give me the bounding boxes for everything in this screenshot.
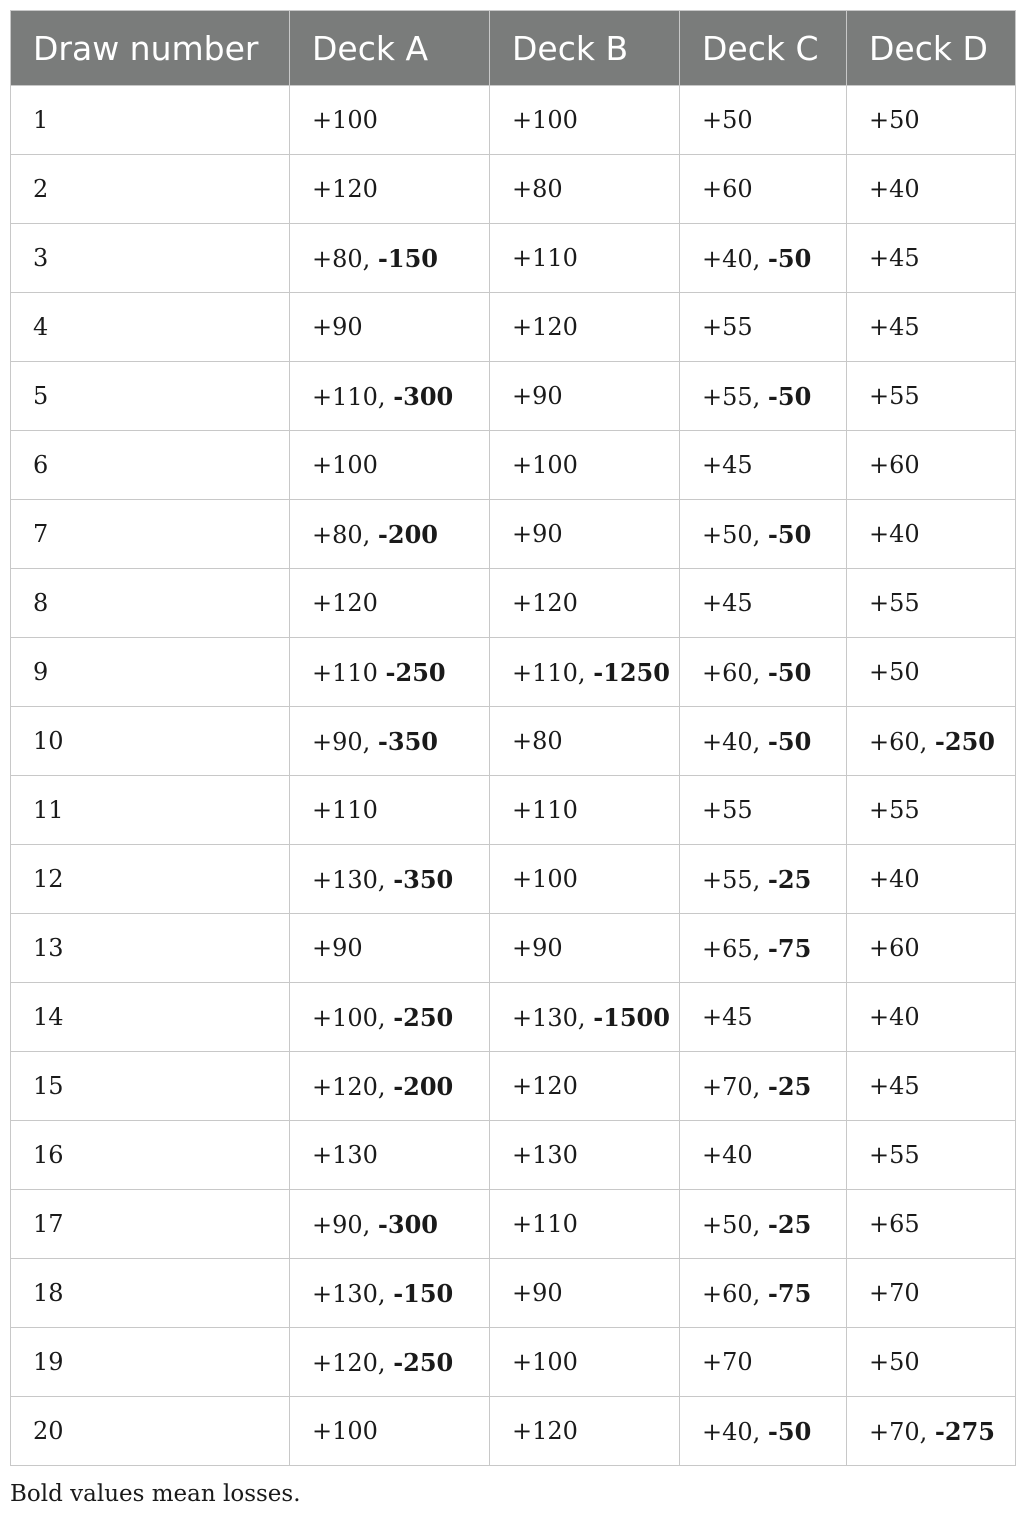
gain-value: +90	[512, 934, 563, 962]
loss-value: -50	[767, 726, 812, 756]
table-body	[11, 86, 1016, 1466]
table-row	[11, 500, 1016, 569]
gain-value: +40	[869, 865, 920, 893]
table-row	[11, 1190, 1016, 1259]
draw-number-cell: 2	[11, 155, 290, 224]
table-row	[11, 86, 1016, 155]
gain-value: +100	[512, 451, 578, 479]
gain-value: +40	[869, 1003, 920, 1031]
deck-b-cell	[490, 86, 680, 155]
gain-value: +130	[512, 1141, 578, 1169]
gain-value: +120	[512, 313, 578, 341]
table-row	[11, 638, 1016, 707]
gain-value: +120,	[312, 1072, 394, 1101]
gain-value: +55	[869, 1141, 920, 1169]
table-row	[11, 1259, 1016, 1328]
gain-value: +120	[512, 589, 578, 617]
loss-value: -25	[767, 1209, 812, 1239]
gain-value: +65	[869, 1210, 920, 1238]
deck-d-cell	[847, 1190, 1016, 1259]
deck-c-cell	[680, 1190, 847, 1259]
deck-c-cell	[680, 1259, 847, 1328]
draw-number-cell: 12	[11, 845, 290, 914]
gain-value: +80	[512, 727, 563, 755]
deck-b-cell	[490, 293, 680, 362]
table-row	[11, 845, 1016, 914]
gain-value: +70,	[702, 1072, 768, 1101]
loss-value: -250	[393, 1002, 454, 1032]
deck-c-cell	[680, 983, 847, 1052]
loss-value: -300	[377, 1209, 438, 1239]
deck-c-cell	[680, 1397, 847, 1466]
loss-value: -150	[393, 1278, 454, 1308]
deck-a-cell	[290, 362, 490, 431]
gain-value: +60	[869, 451, 920, 479]
gain-value: +100	[512, 1348, 578, 1376]
gain-value: +40	[869, 175, 920, 203]
table-header-row	[11, 11, 1016, 86]
gain-value: +60,	[702, 658, 768, 687]
deck-c-cell	[680, 500, 847, 569]
deck-c-cell	[680, 224, 847, 293]
deck-d-cell	[847, 1121, 1016, 1190]
deck-d-cell	[847, 362, 1016, 431]
gain-value: +55,	[702, 865, 768, 894]
deck-d-cell	[847, 500, 1016, 569]
gain-value: +100	[512, 865, 578, 893]
table-row	[11, 431, 1016, 500]
deck-a-cell	[290, 1190, 490, 1259]
deck-b-cell	[490, 1328, 680, 1397]
table-row	[11, 1328, 1016, 1397]
draw-number-cell: 18	[11, 1259, 290, 1328]
gain-value: +100	[312, 1417, 378, 1445]
table-row	[11, 1397, 1016, 1466]
deck-a-cell	[290, 1397, 490, 1466]
deck-d-cell	[847, 914, 1016, 983]
loss-value: -75	[767, 1278, 812, 1308]
gain-value: +45	[702, 1003, 753, 1031]
deck-a-cell	[290, 638, 490, 707]
deck-b-cell	[490, 431, 680, 500]
gain-value: +100	[312, 451, 378, 479]
header-deck-a: Deck A	[290, 11, 490, 86]
loss-value: -200	[393, 1071, 454, 1101]
gain-value: +90	[312, 313, 363, 341]
gain-value: +110	[512, 796, 578, 824]
draw-number-cell: 9	[11, 638, 290, 707]
draw-number-cell: 10	[11, 707, 290, 776]
gain-value: +50,	[702, 1210, 768, 1239]
draw-number-cell: 16	[11, 1121, 290, 1190]
deck-c-cell	[680, 86, 847, 155]
table-row	[11, 707, 1016, 776]
deck-c-cell	[680, 1328, 847, 1397]
deck-a-cell	[290, 431, 490, 500]
deck-b-cell	[490, 1397, 680, 1466]
deck-a-cell	[290, 293, 490, 362]
deck-a-cell	[290, 845, 490, 914]
loss-value: -250	[393, 1347, 454, 1377]
deck-b-cell	[490, 1259, 680, 1328]
loss-value: -50	[767, 243, 812, 273]
table-footnote: Bold values mean losses.	[10, 1481, 301, 1507]
table-row	[11, 914, 1016, 983]
deck-b-cell	[490, 362, 680, 431]
gain-value: +80,	[312, 520, 378, 549]
deck-c-cell	[680, 431, 847, 500]
deck-a-cell	[290, 569, 490, 638]
gain-value: +110,	[512, 658, 594, 687]
gain-value: +60	[702, 175, 753, 203]
header-draw-number: Draw number	[11, 11, 290, 86]
loss-value: -350	[393, 864, 454, 894]
gain-value: +130,	[312, 865, 394, 894]
gain-value: +90,	[312, 1210, 378, 1239]
header-deck-c: Deck C	[680, 11, 847, 86]
gain-value: +110	[512, 244, 578, 272]
deck-b-cell	[490, 155, 680, 224]
gain-value: +70,	[869, 1417, 935, 1446]
deck-d-cell	[847, 1259, 1016, 1328]
header-deck-b: Deck B	[490, 11, 680, 86]
gain-value: +50	[869, 106, 920, 134]
deck-c-cell	[680, 569, 847, 638]
deck-a-cell	[290, 1052, 490, 1121]
header-deck-d: Deck D	[847, 11, 1016, 86]
deck-a-cell	[290, 86, 490, 155]
gain-value: +120	[312, 589, 378, 617]
gain-value: +60,	[702, 1279, 768, 1308]
gain-value: +90	[512, 1279, 563, 1307]
gain-value: +50	[869, 658, 920, 686]
deck-d-cell	[847, 155, 1016, 224]
gain-value: +120	[512, 1417, 578, 1445]
gain-value: +45	[869, 313, 920, 341]
loss-value: -1500	[593, 1002, 670, 1032]
deck-a-cell	[290, 983, 490, 1052]
draw-number-cell: 17	[11, 1190, 290, 1259]
gain-value: +90	[312, 934, 363, 962]
deck-b-cell	[490, 707, 680, 776]
table-row	[11, 776, 1016, 845]
gain-value: +60	[869, 934, 920, 962]
table-row	[11, 1052, 1016, 1121]
draw-number-cell: 19	[11, 1328, 290, 1397]
loss-value: -50	[767, 519, 812, 549]
draw-number-cell: 8	[11, 569, 290, 638]
deck-a-cell	[290, 776, 490, 845]
gain-value: +80,	[312, 244, 378, 273]
deck-b-cell	[490, 224, 680, 293]
deck-b-cell	[490, 914, 680, 983]
loss-value: -1250	[593, 657, 670, 687]
loss-value: -50	[767, 657, 812, 687]
gain-value: +100	[512, 106, 578, 134]
deck-c-cell	[680, 845, 847, 914]
deck-c-cell	[680, 293, 847, 362]
loss-value: -250	[385, 657, 446, 687]
draw-number-cell: 14	[11, 983, 290, 1052]
deck-d-cell	[847, 293, 1016, 362]
gain-value: +80	[512, 175, 563, 203]
draw-number-cell: 1	[11, 86, 290, 155]
gain-value: +55	[869, 796, 920, 824]
gain-value: +90	[512, 520, 563, 548]
gain-value: +40,	[702, 727, 768, 756]
deck-b-cell	[490, 500, 680, 569]
draw-number-cell: 4	[11, 293, 290, 362]
deck-b-cell	[490, 1052, 680, 1121]
draw-number-cell: 3	[11, 224, 290, 293]
gain-value: +55	[869, 382, 920, 410]
deck-d-cell	[847, 983, 1016, 1052]
loss-value: -25	[767, 864, 812, 894]
gain-value: +90	[512, 382, 563, 410]
gain-value: +45	[869, 1072, 920, 1100]
deck-d-cell	[847, 431, 1016, 500]
deck-b-cell	[490, 1190, 680, 1259]
gain-value: +70	[702, 1348, 753, 1376]
deck-d-cell	[847, 224, 1016, 293]
deck-a-cell	[290, 224, 490, 293]
deck-d-cell	[847, 1052, 1016, 1121]
deck-payoff-table	[10, 10, 1016, 1466]
deck-c-cell	[680, 155, 847, 224]
draw-number-cell: 20	[11, 1397, 290, 1466]
gain-value: +110	[512, 1210, 578, 1238]
gain-value: +130,	[312, 1279, 394, 1308]
loss-value: -350	[377, 726, 438, 756]
deck-c-cell	[680, 1121, 847, 1190]
deck-c-cell	[680, 776, 847, 845]
gain-value: +110,	[312, 382, 394, 411]
loss-value: -150	[377, 243, 438, 273]
gain-value: +130	[312, 1141, 378, 1169]
gain-value: +70	[869, 1279, 920, 1307]
gain-value: +120	[312, 175, 378, 203]
table-row	[11, 1121, 1016, 1190]
deck-b-cell	[490, 1121, 680, 1190]
table-row	[11, 293, 1016, 362]
gain-value: +55	[702, 313, 753, 341]
table-row	[11, 569, 1016, 638]
gain-value: +50	[869, 1348, 920, 1376]
deck-a-cell	[290, 1121, 490, 1190]
gain-value: +60,	[869, 727, 935, 756]
gain-value: +110	[312, 658, 386, 687]
gain-value: +90,	[312, 727, 378, 756]
loss-value: -25	[767, 1071, 812, 1101]
deck-d-cell	[847, 776, 1016, 845]
deck-d-cell	[847, 86, 1016, 155]
table-row	[11, 983, 1016, 1052]
loss-value: -250	[934, 726, 995, 756]
gain-value: +40,	[702, 244, 768, 273]
loss-value: -50	[767, 381, 812, 411]
deck-d-cell	[847, 569, 1016, 638]
deck-b-cell	[490, 638, 680, 707]
loss-value: -50	[767, 1416, 812, 1446]
table-row	[11, 224, 1016, 293]
table-row	[11, 155, 1016, 224]
deck-c-cell	[680, 1052, 847, 1121]
loss-value: -75	[767, 933, 812, 963]
gain-value: +110	[312, 796, 378, 824]
deck-a-cell	[290, 1328, 490, 1397]
draw-number-cell: 15	[11, 1052, 290, 1121]
deck-a-cell	[290, 1259, 490, 1328]
deck-d-cell	[847, 638, 1016, 707]
draw-number-cell: 7	[11, 500, 290, 569]
gain-value: +45	[702, 589, 753, 617]
deck-c-cell	[680, 638, 847, 707]
deck-c-cell	[680, 362, 847, 431]
gain-value: +45	[702, 451, 753, 479]
gain-value: +40,	[702, 1417, 768, 1446]
deck-d-cell	[847, 1397, 1016, 1466]
deck-b-cell	[490, 983, 680, 1052]
loss-value: -275	[934, 1416, 995, 1446]
deck-a-cell	[290, 914, 490, 983]
gain-value: +50,	[702, 520, 768, 549]
deck-a-cell	[290, 500, 490, 569]
loss-value: -200	[377, 519, 438, 549]
gain-value: +100,	[312, 1003, 394, 1032]
deck-a-cell	[290, 155, 490, 224]
gain-value: +65,	[702, 934, 768, 963]
gain-value: +120,	[312, 1348, 394, 1377]
gain-value: +45	[869, 244, 920, 272]
draw-number-cell: 5	[11, 362, 290, 431]
draw-number-cell: 11	[11, 776, 290, 845]
gain-value: +40	[702, 1141, 753, 1169]
deck-d-cell	[847, 707, 1016, 776]
draw-number-cell: 6	[11, 431, 290, 500]
table-container	[10, 10, 1015, 1466]
deck-a-cell	[290, 707, 490, 776]
deck-d-cell	[847, 1328, 1016, 1397]
deck-b-cell	[490, 845, 680, 914]
gain-value: +55	[869, 589, 920, 617]
draw-number-cell: 13	[11, 914, 290, 983]
gain-value: +55,	[702, 382, 768, 411]
deck-d-cell	[847, 845, 1016, 914]
deck-b-cell	[490, 776, 680, 845]
loss-value: -300	[393, 381, 454, 411]
deck-c-cell	[680, 707, 847, 776]
deck-b-cell	[490, 569, 680, 638]
table-row	[11, 362, 1016, 431]
gain-value: +55	[702, 796, 753, 824]
deck-c-cell	[680, 914, 847, 983]
gain-value: +120	[512, 1072, 578, 1100]
gain-value: +50	[702, 106, 753, 134]
gain-value: +130,	[512, 1003, 594, 1032]
gain-value: +100	[312, 106, 378, 134]
gain-value: +40	[869, 520, 920, 548]
